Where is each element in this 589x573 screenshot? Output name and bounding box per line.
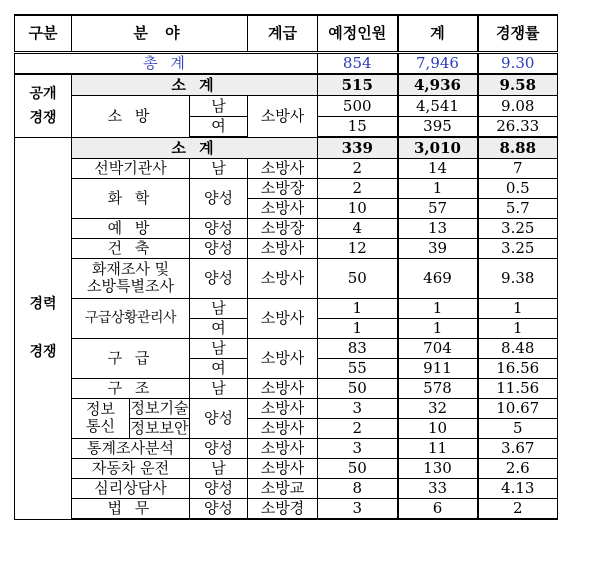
counsel-field: 심리상담사 [72,478,190,498]
open-subtotal-total: 4,936 [398,74,478,95]
build-rank: 소방사 [248,238,318,258]
open-group-text: 공개 경쟁 [29,85,57,126]
info-rank-1: 소방사 [248,398,318,418]
career-subtotal-row [15,137,558,158]
ems-mgr-ratio-2: 1 [478,318,558,338]
recruitment-competition-table [14,14,558,520]
driver-planned: 50 [318,458,398,478]
ems-ratio-2: 16.56 [478,358,558,378]
build-field: 건 축 [72,238,190,258]
header-total: 계 [398,15,478,52]
law-rank: 소방경 [248,498,318,519]
ems-rank: 소방사 [248,338,318,378]
counsel-gender: 양성 [190,478,248,498]
header-row [15,15,558,52]
open-male-total: 4,541 [398,95,478,116]
ems-mgr-planned-1: 1 [318,298,398,318]
ems-gender-2: 여 [190,358,248,378]
build-total: 39 [398,238,478,258]
ems-ratio-1: 8.48 [478,338,558,358]
prevent-rank: 소방장 [248,218,318,238]
driver-ratio: 2.6 [478,458,558,478]
chem-ratio-1: 0.5 [478,178,558,198]
stats-rank: 소방사 [248,438,318,458]
rescue-gender: 남 [190,378,248,398]
law-planned: 3 [318,498,398,519]
career-subtotal-planned: 339 [318,137,398,158]
table-row [15,218,558,238]
header-planned: 예정인원 [318,15,398,52]
grand-total-planned: 854 [318,52,398,74]
ems-planned-2: 55 [318,358,398,378]
counsel-ratio: 4.13 [478,478,558,498]
table-row [15,338,558,358]
driver-field: 자동차 운전 [72,458,190,478]
ship-total: 14 [398,158,478,178]
ems-mgr-gender-1: 남 [190,298,248,318]
prevent-gender: 양성 [190,218,248,238]
stats-total: 11 [398,438,478,458]
header-category: 구분 [15,15,72,52]
recruitment-table-wrapper [14,14,558,520]
info-planned-1: 3 [318,398,398,418]
ems-mgr-planned-2: 1 [318,318,398,338]
ems-gender-1: 남 [190,338,248,358]
open-group-label [15,74,72,137]
build-ratio: 3.25 [478,238,558,258]
grand-total-label: 총 계 [15,52,318,74]
driver-total: 130 [398,458,478,478]
fire-inv-planned: 50 [318,258,398,298]
ems-total-1: 704 [398,338,478,358]
chem-planned-2: 10 [318,198,398,218]
prevent-field: 예 방 [72,218,190,238]
header-field: 분 야 [72,15,248,52]
ship-planned: 2 [318,158,398,178]
open-male-ratio: 9.08 [478,95,558,116]
open-field: 소 방 [72,95,190,137]
table-row [15,458,558,478]
info-sub-1: 정보기술 [130,399,189,417]
table-row [15,158,558,178]
open-gender-male: 남 [190,95,248,116]
open-subtotal-ratio: 9.58 [478,74,558,95]
table-row [15,438,558,458]
ems-field: 구 급 [72,338,190,378]
chem-total-2: 57 [398,198,478,218]
build-planned: 12 [318,238,398,258]
info-planned-2: 2 [318,418,398,438]
ship-gender: 남 [190,158,248,178]
counsel-planned: 8 [318,478,398,498]
chem-planned-1: 2 [318,178,398,198]
law-field: 법 무 [72,498,190,519]
driver-gender: 남 [190,458,248,478]
counsel-rank: 소방교 [248,478,318,498]
open-rank: 소방사 [248,95,318,137]
fire-inv-field [72,258,190,298]
rescue-planned: 50 [318,378,398,398]
fire-inv-rank: 소방사 [248,258,318,298]
info-ratio-1: 10.67 [478,398,558,418]
law-total: 6 [398,498,478,519]
open-male-planned: 500 [318,95,398,116]
prevent-total: 13 [398,218,478,238]
career-subtotal-label: 소 계 [72,137,318,158]
table-row [15,378,558,398]
info-total-1: 32 [398,398,478,418]
stats-field: 통계조사분석 [72,438,190,458]
info-sub-2: 정보보안 [130,419,189,437]
rescue-ratio: 11.56 [478,378,558,398]
info-field-text: 정보 통신 [86,400,115,435]
driver-rank: 소방사 [248,458,318,478]
ship-rank: 소방사 [248,158,318,178]
table-row [15,478,558,498]
header-ratio: 경쟁률 [478,15,558,52]
grand-total-total: 7,946 [398,52,478,74]
ship-ratio: 7 [478,158,558,178]
table-row [15,258,558,298]
career-subtotal-ratio: 8.88 [478,137,558,158]
table-row [15,178,558,198]
career-group-text: 경력 경쟁 [29,296,57,360]
chem-ratio-2: 5.7 [478,198,558,218]
open-female-ratio: 26.33 [478,116,558,137]
table-row [15,398,558,418]
ems-planned-1: 83 [318,338,398,358]
chem-total-1: 1 [398,178,478,198]
rescue-rank: 소방사 [248,378,318,398]
career-group-label [15,137,72,519]
ems-mgr-total-1: 1 [398,298,478,318]
chem-rank-2: 소방사 [248,198,318,218]
stats-ratio: 3.67 [478,438,558,458]
info-rank-2: 소방사 [248,418,318,438]
ems-total-2: 911 [398,358,478,378]
open-gender-female: 여 [190,116,248,137]
open-subtotal-label: 소 계 [72,74,318,95]
prevent-planned: 4 [318,218,398,238]
ems-mgr-rank: 소방사 [248,298,318,338]
law-gender: 양성 [190,498,248,519]
build-gender: 양성 [190,238,248,258]
header-rank: 계급 [248,15,318,52]
fire-inv-total: 469 [398,258,478,298]
stats-planned: 3 [318,438,398,458]
ems-mgr-gender-2: 여 [190,318,248,338]
ship-field: 선박기관사 [72,158,190,178]
info-ratio-2: 5 [478,418,558,438]
chem-gender: 양성 [190,178,248,218]
open-female-total: 395 [398,116,478,137]
rescue-field: 구 조 [72,378,190,398]
grand-total-row [15,52,558,74]
chem-rank-1: 소방장 [248,178,318,198]
prevent-ratio: 3.25 [478,218,558,238]
table-row [15,498,558,519]
law-ratio: 2 [478,498,558,519]
open-subtotal-row [15,74,558,95]
stats-gender: 양성 [190,438,248,458]
open-row-male [15,95,558,116]
info-gender: 양성 [190,398,248,438]
career-subtotal-total: 3,010 [398,137,478,158]
ems-mgr-ratio-1: 1 [478,298,558,318]
fire-inv-ratio: 9.38 [478,258,558,298]
counsel-total: 33 [398,478,478,498]
rescue-total: 578 [398,378,478,398]
info-field [72,398,130,438]
ems-mgr-total-2: 1 [398,318,478,338]
table-row [15,238,558,258]
open-subtotal-planned: 515 [318,74,398,95]
ems-mgr-field: 구급상황관리사 [72,298,190,338]
open-female-planned: 15 [318,116,398,137]
fire-inv-field-text: 화재조사 및 소방특별조사 [87,260,174,295]
info-total-2: 10 [398,418,478,438]
grand-total-ratio: 9.30 [478,52,558,74]
chem-field: 화 학 [72,178,190,218]
table-row [15,298,558,318]
fire-inv-gender: 양성 [190,258,248,298]
